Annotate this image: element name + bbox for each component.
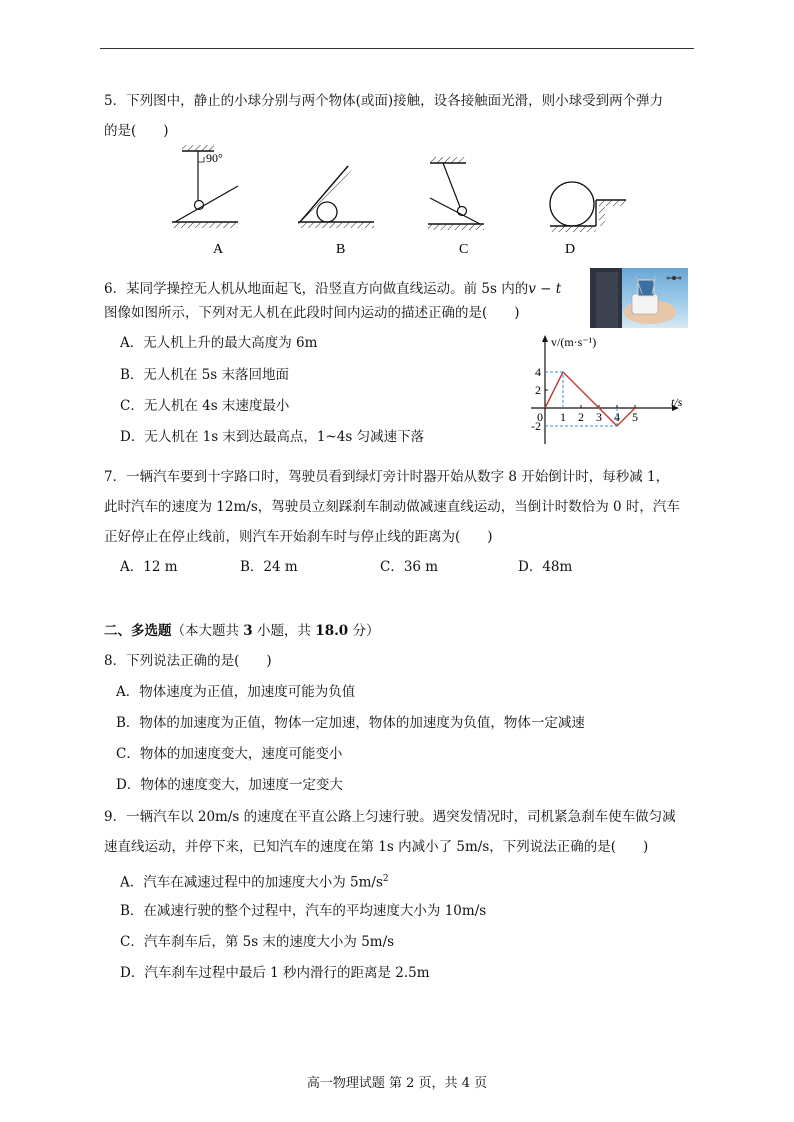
vt-chart (525, 332, 690, 450)
drone-controller-photo (590, 268, 688, 328)
q7-line1: 7．一辆汽车要到十字路口时，驾驶员看到绿灯旁计时器开始从数字 8 开始倒计时，每秒减 1， (104, 469, 670, 485)
q5-stem-line1: 5．下列图中，静止的小球分别与两个物体(或面)接触，设各接触面光滑，则小球受到两个弹力 (104, 93, 664, 109)
x-tick-label: 5 (632, 410, 638, 424)
x-tick-label: 4 (614, 410, 620, 424)
photo-drawing (590, 268, 688, 328)
q8-stem: 8．下列说法正确的是( ) (104, 653, 272, 669)
q8-option-c: C．物体的加速度变大，速度可能变小 (116, 746, 343, 762)
q6-stem-text: 6．某同学操控无人机从地面起飞，沿竖直方向做直线运动。前 5s 内的 (104, 281, 529, 297)
label-a: A (213, 242, 224, 257)
q8-option-b: B．物体的加速度为正值，物体一定加速，物体的加速度为负值，物体一定减速 (116, 715, 585, 731)
q6-option-b: B．无人机在 5s 末落回地面 (120, 367, 290, 383)
y-tick-label: -2 (531, 419, 541, 433)
q7-option-b: B．24 m (240, 559, 298, 575)
x-tick-label: 3 (596, 410, 602, 424)
section-2-desc-pre: （本大题共 (171, 623, 244, 639)
q9-option-c: C．汽车刹车后，第 5s 末的速度大小为 5m/s (120, 934, 395, 950)
q7-line2: 此时汽车的速度为 12m/s，驾驶员立刻踩刹车制动做减速直线运动，当倒计时数恰为 0 时，汽车 (104, 499, 680, 515)
series-line (545, 372, 635, 426)
angle-label: 90° (206, 151, 223, 165)
q6-option-c: C．无人机在 4s 末速度最小 (120, 398, 290, 414)
y-tick-label: 4 (535, 365, 541, 379)
x-tick-label: 2 (578, 410, 584, 424)
q9-option-a-text: A．汽车在减速过程中的加速度大小为 5m/s (120, 874, 383, 891)
section-2-desc-post: 分） (348, 623, 380, 639)
q9-line1: 9．一辆汽车以 20m/s 的速度在平直公路上匀速行驶。遇突发情况时，司机紧急刹车使车做匀减 (104, 809, 676, 825)
q5-figures (0, 140, 794, 265)
label-d: D (565, 242, 576, 257)
figure-c (428, 157, 484, 230)
page-footer: 高一物理试题 第 2 页，共 4 页 (306, 1076, 488, 1091)
chart-marks (531, 365, 638, 433)
q8-option-d: D．物体的速度变大，加速度一定变大 (116, 777, 343, 793)
header-rule (100, 48, 694, 49)
section-2-title: 二、多选题 (104, 623, 172, 639)
q6-stem-line1 (104, 280, 561, 298)
q9-option-d: D．汽车刹车过程中最后 1 秒内滑行的距离是 2.5m (120, 965, 430, 981)
y-tick-label: 2 (535, 383, 541, 397)
section-2-desc-mid: 小题，共 (252, 623, 316, 639)
q6-vt: v − t (528, 281, 562, 297)
y-axis-label: v/(m·s⁻¹) (551, 335, 597, 349)
q9-line2: 速直线运动，并停下来，已知汽车的速度在第 1s 内减小了 5m/s，下列说法正确的是( ) (104, 839, 649, 855)
label-b: B (336, 242, 346, 257)
q6-option-d: D．无人机在 1s 末到达最高点，1~4s 匀减速下落 (120, 429, 425, 445)
q5-stem-line2: 的是( ) (104, 123, 169, 139)
q6-option-a: A．无人机上升的最大高度为 6m (120, 335, 318, 351)
q6-stem-line2: 图像如图所示，下列对无人机在此段时间内运动的描述正确的是( ) (104, 305, 520, 321)
q7-option-d: D．48m (518, 559, 573, 575)
q9-option-a-sup: 2 (382, 874, 389, 884)
q8-option-a: A．物体速度为正值，加速度可能为负值 (116, 684, 356, 700)
q7-option-c: C．36 m (380, 559, 439, 575)
chart-axes (531, 335, 679, 444)
figure-a (172, 145, 238, 228)
section-2-score: 18.0 (315, 623, 349, 639)
q7-option-a: A．12 m (120, 559, 178, 575)
figure-b (298, 166, 374, 228)
q9-option-a (120, 870, 389, 892)
q7-line3: 正好停止在停止线前，则汽车开始刹车时与停止线的距离为( ) (104, 529, 493, 545)
label-c: C (459, 242, 469, 257)
x-axis-label: t/s (671, 395, 683, 409)
x-tick-label: 1 (560, 410, 566, 424)
section-2-count: 3 (243, 623, 253, 639)
q9-option-b: B．在减速行驶的整个过程中，汽车的平均速度大小为 10m/s (120, 903, 487, 919)
figure-d (550, 182, 626, 232)
section-2-heading (104, 622, 379, 640)
x-tick-label: 0 (537, 410, 543, 424)
